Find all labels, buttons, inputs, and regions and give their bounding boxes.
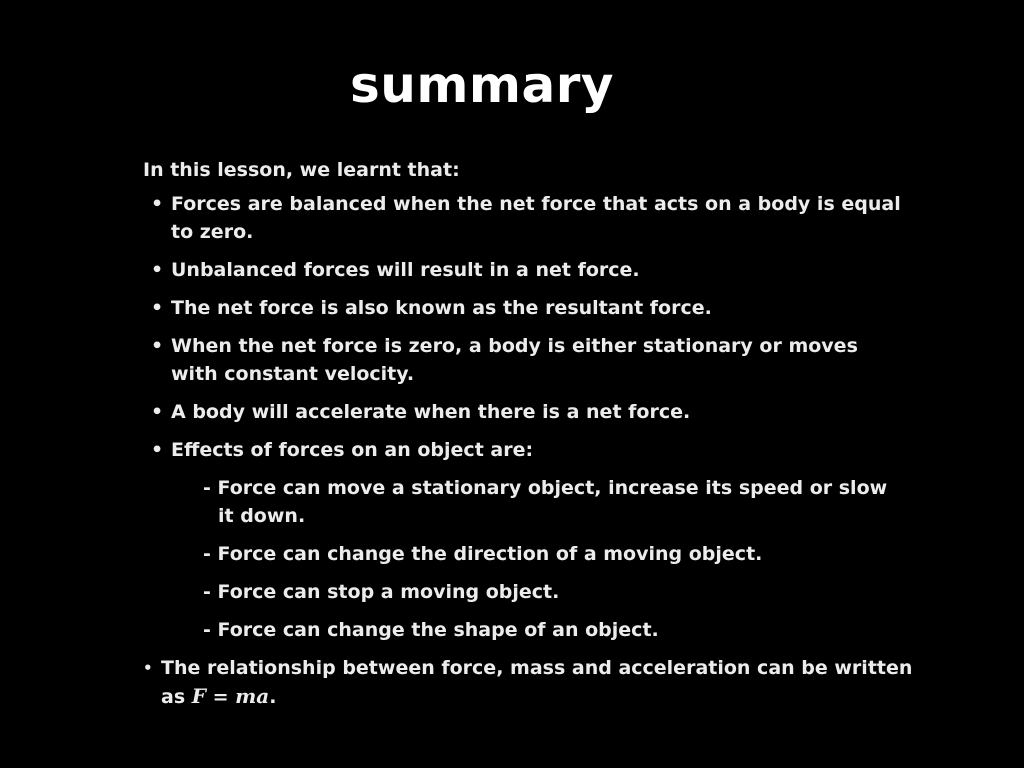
bullet-dot: •	[151, 335, 164, 357]
summary-content	[143, 156, 903, 654]
bullet-item	[143, 332, 903, 388]
intro-text: In this lesson, we learnt that:	[143, 159, 460, 181]
bullet-dot: •	[151, 401, 164, 423]
bullet-dot: •	[151, 439, 164, 461]
bullet-text: The net force is also known as the resultant force.	[171, 297, 712, 319]
sub-item: - Force can change the shape of an object.	[203, 619, 659, 641]
formula-force: F	[191, 684, 206, 708]
bullet-dot: •	[151, 193, 164, 215]
formula-mass-acceleration: ma	[235, 684, 270, 708]
formula-equals: =	[205, 686, 236, 708]
bullet-text: Forces are balanced when the net force that acts on a body is equal to zero.	[171, 193, 901, 243]
final-bullet	[143, 654, 921, 711]
bullet-item	[143, 398, 903, 426]
sub-item: - Force can change the direction of a moving object.	[203, 543, 763, 565]
bullet-item	[143, 294, 903, 322]
sub-item: - Force can move a stationary object, increase its speed or slow it down.	[203, 477, 888, 527]
bullet-text: A body will accelerate when there is a net force.	[171, 401, 691, 423]
bullet-dot: •	[151, 259, 164, 281]
bullet-text: Effects of forces on an object are:	[171, 439, 534, 461]
bullet-text: Unbalanced forces will result in a net force.	[171, 259, 640, 281]
final-bullet-end: .	[269, 686, 277, 708]
sub-item: - Force can stop a moving object.	[203, 581, 560, 603]
bullet-text: When the net force is zero, a body is either stationary or moves with constant velocity.	[171, 335, 858, 385]
bullet-dot: •	[151, 297, 164, 319]
bullet-item	[143, 190, 903, 246]
bullet-item	[143, 436, 903, 464]
bullet-item	[143, 256, 903, 284]
slide-title: summary	[349, 56, 615, 114]
bullet-dot: •	[143, 659, 153, 677]
final-bullet-text: The relationship between force, mass and acceleration can be written as	[161, 657, 913, 708]
